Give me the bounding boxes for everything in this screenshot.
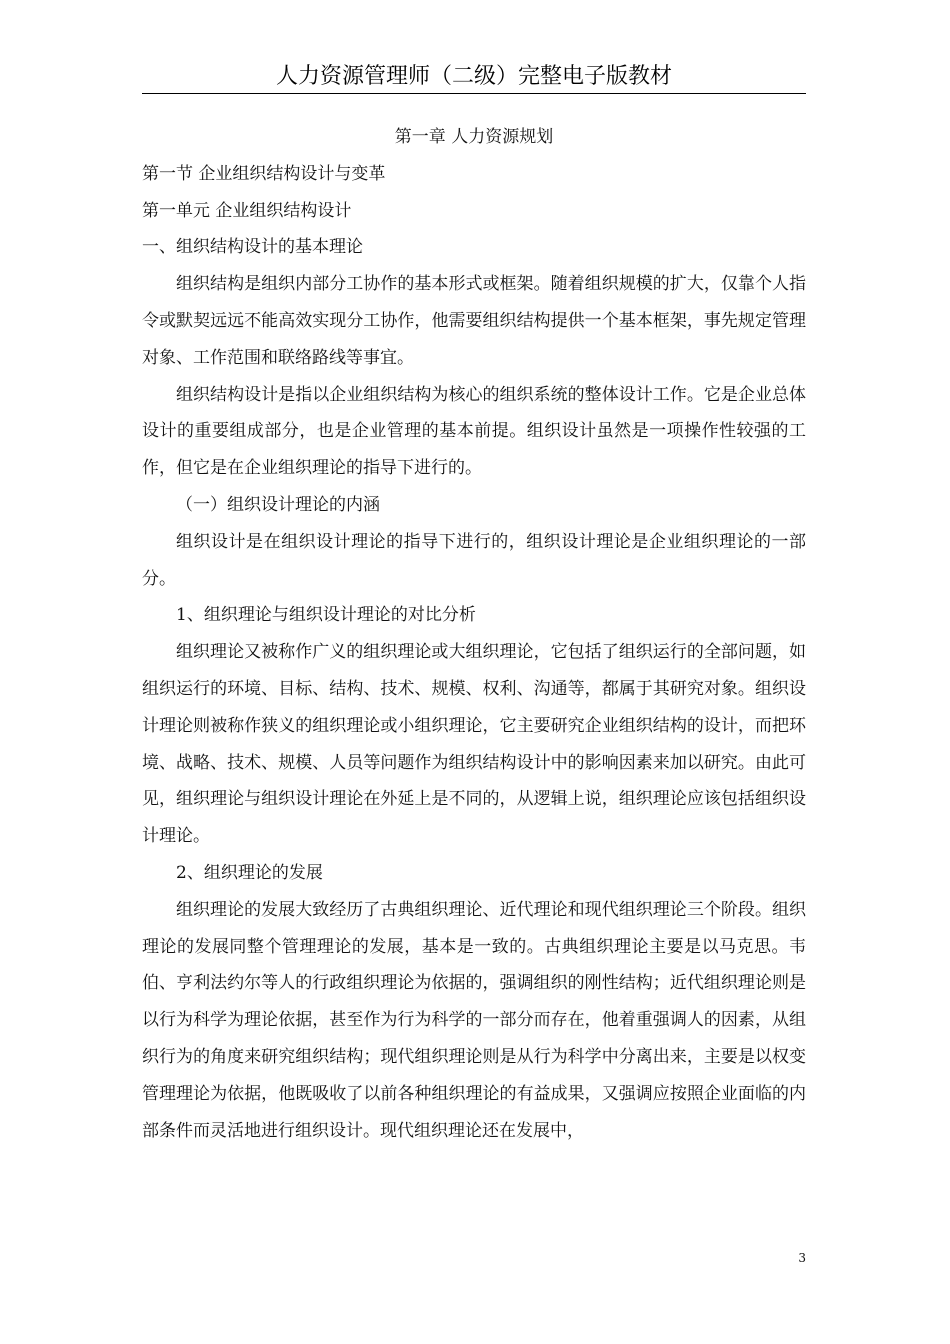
document-body — [142, 119, 806, 1149]
paragraph-org-design: 组织结构设计是指以企业组织结构为核心的组织系统的整体设计工作。它是企业总体设计的重要组成部分，也是企业管理的基本前提。组织设计虽然是一项操作性较强的工作，但它是在企业组织理论的指导下进行的。 — [142, 384, 806, 479]
paragraph-development: 组织理论的发展大致经历了古典组织理论、近代理论和现代组织理论三个阶段。组织理论的发展同整个管理理论的发展，基本是一致的。古典组织理论主要是以马克思。韦伯、亨利法约尔等人的行政组织理论为依据的，强调组织的刚性结构；近代组织理论则是以行为科学为理论依据，甚至作为行为科学的一部分而存在，他着重强调人的因素，从组织行为的角度来研究组织结构；现代组织理论则是从行为科学中分离出来，主要是以权变管理理论为依据，他既吸收了以前各种组织理论的有益成果，又强调应按照企业面临的内部条件而灵活地进行组织设计。现代组织理论还在发展中， — [142, 899, 806, 1141]
subheading-comparison: 1、组织理论与组织设计理论的对比分析 — [176, 605, 476, 626]
running-header-title: 人力资源管理师（二级）完整电子版教材 — [275, 64, 672, 89]
paragraph-comparison: 组织理论又被称作广义的组织理论或大组织理论，它包括了组织运行的全部问题，如组织运行的环境、目标、结构、技术、规模、权利、沟通等，都属于其研究对象。组织设计理论则被称作狭义的组织理论或小组织理论，它主要研究企业组织结构的设计，而把环境、战略、技术、规模、人员等问题作为组织结构设计中的影响因素来加以研究。由此可见，组织理论与组织设计理论在外延上是不同的，从逻辑上说，组织理论应该包括组织设计理论。 — [142, 642, 806, 847]
chapter-title: 第一章 人力资源规划 — [394, 127, 554, 147]
header-rule — [142, 93, 806, 94]
heading-basic-theory: 一、组织结构设计的基本理论 — [142, 237, 363, 258]
paragraph-org-structure: 组织结构是组织内部分工协作的基本形式或框架。随着组织规模的扩大，仅靠个人指令或默契远远不能高效实现分工协作，他需要组织结构提供一个基本框架，事先规定管理对象、工作范围和联络路线等事宜。 — [142, 274, 806, 368]
page-number: 3 — [798, 1251, 806, 1265]
paragraph-design-theory: 组织设计是在组织设计理论的指导下进行的，组织设计理论是企业组织理论的一部分。 — [142, 531, 806, 589]
unit-title: 第一单元 企业组织结构设计 — [142, 200, 352, 221]
subheading-design-theory-meaning: （一）组织设计理论的内涵 — [176, 494, 380, 515]
subheading-development: 2、组织理论的发展 — [176, 862, 323, 883]
section-title: 第一节 企业组织结构设计与变革 — [142, 163, 386, 184]
